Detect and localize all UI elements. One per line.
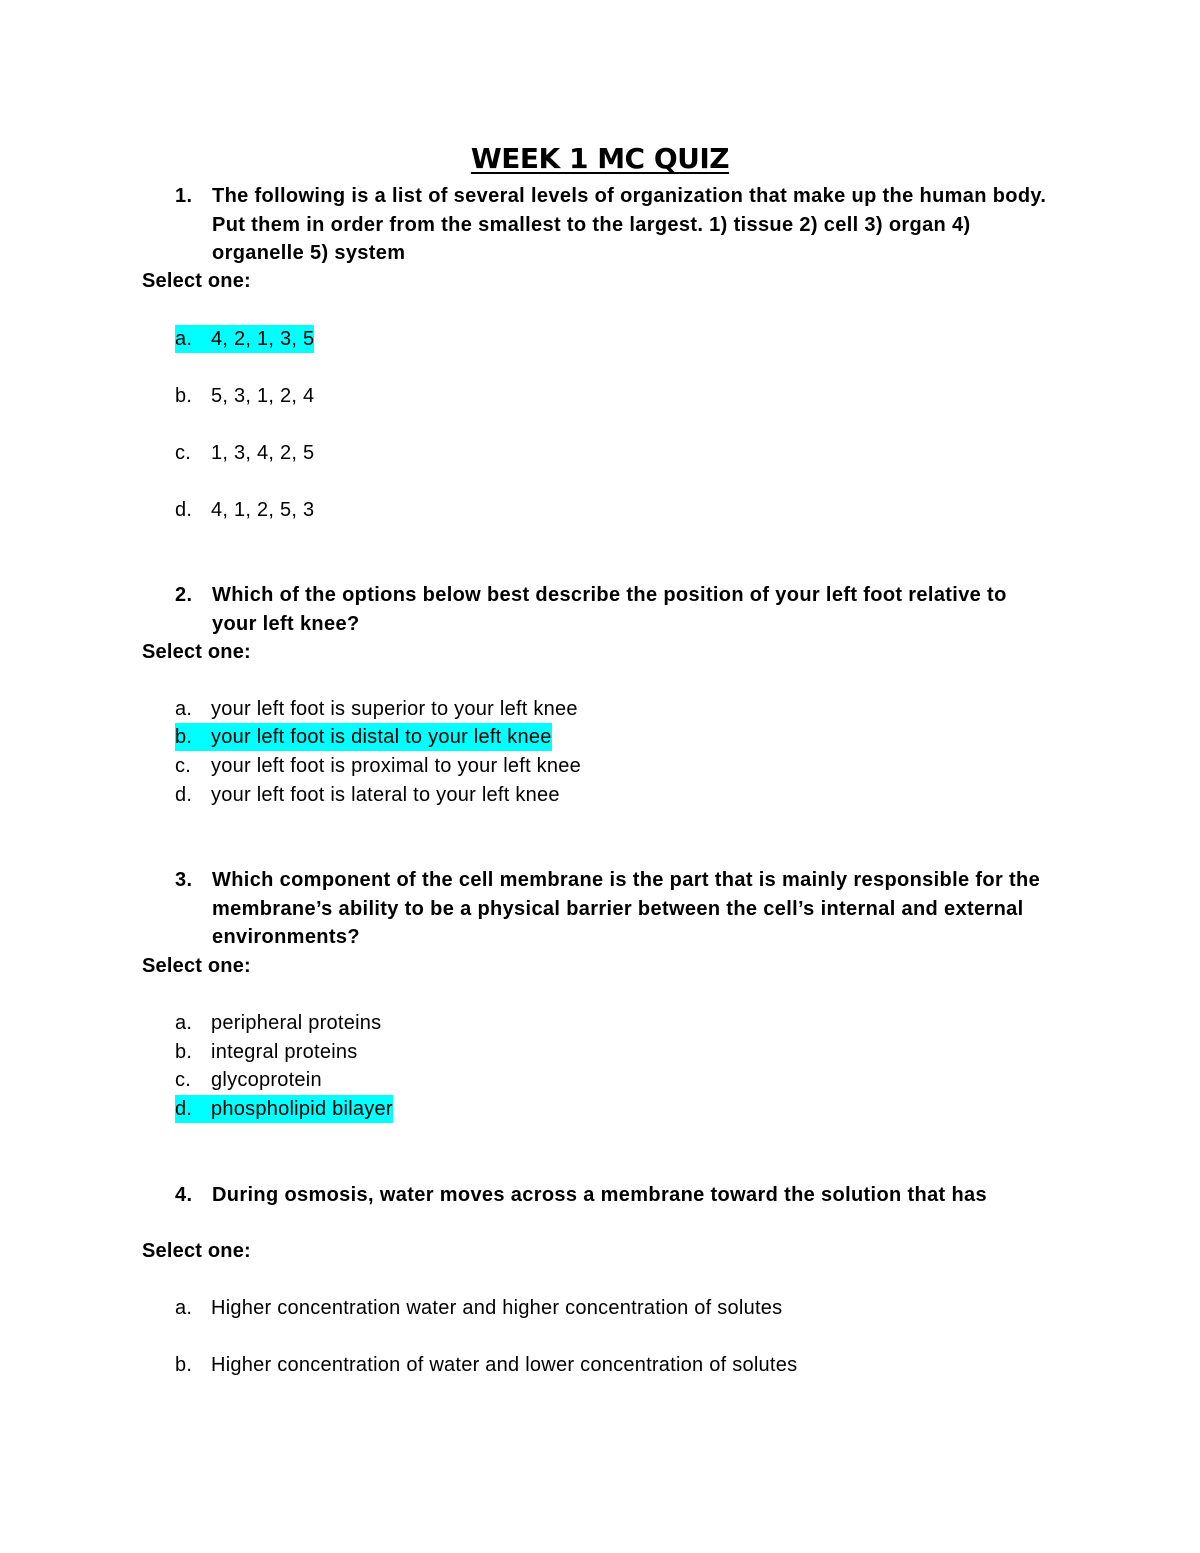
option-text: glycoprotein	[211, 1069, 322, 1091]
option-label: a.	[175, 1297, 193, 1319]
question-2	[175, 581, 1055, 638]
question-text: Which component of the cell membrane is the part that is mainly responsible for the membrane’s ability to be a physical barrier between the cell’s internal and external environments?	[212, 869, 1041, 949]
option-text: phospholipid bilayer	[211, 1098, 393, 1120]
question-number: 4.	[175, 1184, 193, 1206]
option-1d[interactable]	[175, 496, 314, 524]
select-one-label: Select one:	[142, 955, 251, 977]
option-label: c.	[175, 755, 192, 777]
option-text: 1, 3, 4, 2, 5	[211, 442, 315, 464]
option-1a[interactable]	[175, 325, 314, 353]
question-text: Which of the options below best describe the position of your left foot relative to your left knee?	[212, 584, 1007, 635]
select-one-label: Select one:	[142, 1240, 251, 1262]
option-3b[interactable]	[175, 1038, 358, 1066]
option-text: integral proteins	[211, 1041, 358, 1063]
option-2d[interactable]	[175, 781, 560, 809]
option-text: 4, 1, 2, 5, 3	[211, 499, 315, 521]
option-label: d.	[175, 499, 193, 521]
question-text: During osmosis, water moves across a membrane toward the solution that has	[212, 1184, 987, 1206]
option-2a[interactable]	[175, 695, 578, 723]
option-text: your left foot is distal to your left knee	[211, 726, 552, 748]
option-label: b.	[175, 726, 193, 748]
option-text: Higher concentration of water and lower concentration of solutes	[211, 1354, 798, 1376]
option-text: 5, 3, 1, 2, 4	[211, 385, 315, 407]
option-label: d.	[175, 1098, 193, 1120]
option-3a[interactable]	[175, 1009, 381, 1037]
option-label: a.	[175, 328, 193, 350]
question-4	[175, 1181, 1055, 1210]
question-1	[175, 182, 1055, 268]
option-3d[interactable]	[175, 1095, 393, 1123]
option-3c[interactable]	[175, 1066, 322, 1094]
option-2b[interactable]	[175, 723, 552, 751]
option-label: b.	[175, 1354, 193, 1376]
option-1c[interactable]	[175, 439, 314, 467]
question-text: The following is a list of several levels of organization that make up the human body. Put them in order from the smallest to the largest. 1) tissue 2) cell 3) organ 4) organelle 5) system	[212, 185, 1047, 265]
option-label: c.	[175, 442, 192, 464]
select-one-label: Select one:	[142, 641, 251, 663]
option-text: your left foot is superior to your left knee	[211, 698, 578, 720]
option-label: a.	[175, 698, 193, 720]
option-4b[interactable]	[175, 1351, 797, 1379]
option-label: a.	[175, 1012, 193, 1034]
option-2c[interactable]	[175, 752, 581, 780]
select-one-label: Select one:	[142, 270, 251, 292]
option-label: b.	[175, 1041, 193, 1063]
question-3	[175, 866, 1055, 952]
option-4a[interactable]	[175, 1294, 782, 1322]
option-label: d.	[175, 784, 193, 806]
option-text: Higher concentration water and higher concentration of solutes	[211, 1297, 783, 1319]
option-label: b.	[175, 385, 193, 407]
option-1b[interactable]	[175, 382, 314, 410]
option-text: 4, 2, 1, 3, 5	[211, 328, 315, 350]
page-title: WEEK 1 MC QUIZ	[470, 142, 730, 175]
option-label: c.	[175, 1069, 192, 1091]
option-text: your left foot is proximal to your left knee	[211, 755, 582, 777]
question-number: 1.	[175, 185, 193, 207]
option-text: your left foot is lateral to your left knee	[211, 784, 560, 806]
question-number: 2.	[175, 584, 193, 606]
question-number: 3.	[175, 869, 193, 891]
option-text: peripheral proteins	[211, 1012, 382, 1034]
